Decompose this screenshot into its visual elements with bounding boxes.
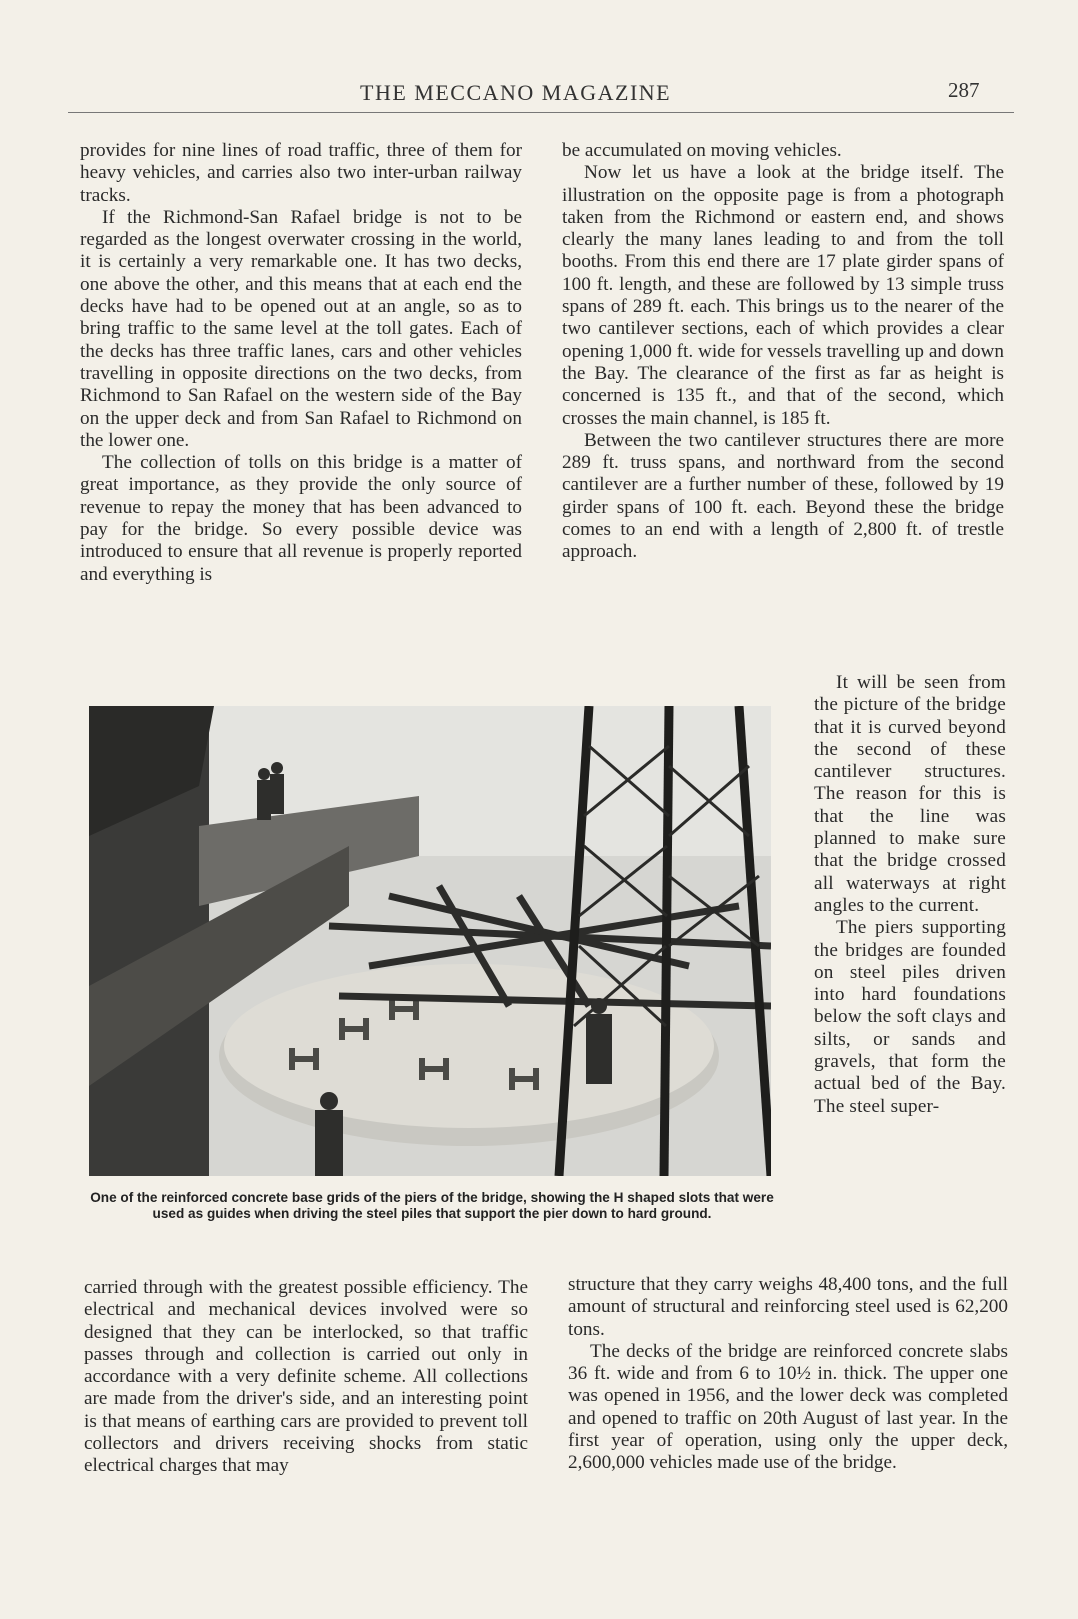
page-number: 287	[948, 78, 980, 102]
paragraph: The decks of the bridge are reinforced concrete slabs 36 ft. wide and from 6 to 10½ in. thick. The upper one was opened in 1956, and the lower deck was completed and opened to traffic on 20th August of last year. In the first year of operation, using only the upper deck, 2,600,000 vehicles made use of the bridge.	[568, 1340, 1008, 1474]
paragraph: It will be seen from the picture of the bridge that it is curved beyond the second of these cantilever structures. The reason for this is that the line was planned to make sure that the bridge crossed all waterways at right angles to the current.	[814, 672, 1006, 916]
paragraph: If the Richmond-San Rafael bridge is not to be regarded as the longest overwater crossing in the world, it is certainly a very remarkable one. It has two decks, one above the other, and this means that at each end the decks have had to be opened out at an angle, so as to bring traffic to the same level at the toll gates. Each of the decks has three traffic lanes, cars and other vehicles travelling in opposite directions on the two decks, from Richmond to San Rafael on the western side of the Bay on the upper deck and from San Rafael to Richmond on the lower one.	[80, 206, 522, 451]
bridge-pier-photo	[89, 706, 771, 1176]
photo-caption: One of the reinforced concrete base grids of the piers of the bridge, showing the H shaped slots that were used as guides when driving the steel piles that support the pier down to hard ground.	[90, 1190, 774, 1221]
paragraph: Between the two cantilever structures there are more 289 ft. truss spans, and northward from the second cantilever are a further number of these, followed by 19 girder spans of 100 ft. each. Beyond these the bridge comes to an end with a length of 2,800 ft. of trestle approach.	[562, 429, 1004, 563]
column-narrow	[814, 672, 1006, 1118]
column-left-bottom	[84, 1277, 528, 1478]
paragraph: be accumulated on moving vehicles.	[562, 140, 842, 161]
paragraph: carried through with the greatest possible efficiency. The electrical and mechanical devices involved were so designed that they can be interlocked, so that traffic passes through and collection is carried out only in accordance with a very definite scheme. All collections are made from the driver's side, and an interesting point is that means of earthing cars are provided to prevent toll collectors and drivers receiving shocks from static electrical charges that may	[84, 1277, 528, 1477]
paragraph: Now let us have a look at the bridge itself. The illustration on the opposite page is from a photograph taken from the Richmond or eastern end, and shows clearly the many lanes leading to and from the toll booths. From this end there are 17 plate girder spans of 100 ft. length, and these are followed by 13 simple truss spans of 289 ft. each. This brings us to the nearer of the two cantilever sections, each of which provides a clear opening 1,000 ft. wide for vessels travelling up and down the Bay. The clearance of the first as far as height is concerned is 135 ft., and that of the second, which crosses the main channel, is 185 ft.	[562, 162, 1004, 429]
column-right-top	[562, 140, 1004, 564]
magazine-title: THE MECCANO MAGAZINE	[360, 80, 672, 105]
paragraph: structure that they carry weighs 48,400 tons, and the full amount of structural and reinforcing steel used is 62,200 tons.	[568, 1274, 1008, 1340]
column-right-bottom	[568, 1274, 1008, 1475]
paragraph: The collection of tolls on this bridge is a matter of great importance, as they provide the only source of revenue to repay the money that has been advanced to pay for the bridge. So every possible device was introduced to ensure that all revenue is properly reported and everything is	[80, 452, 522, 585]
header-rule	[68, 112, 1014, 113]
paragraph: provides for nine lines of road traffic, three of them for heavy vehicles, and carries also two inter-urban railway tracks.	[80, 140, 522, 206]
paragraph: The piers supporting the bridges are founded on steel piles driven into hard foundations below the soft clays and silts, or sands and gravels, that form the actual bed of the Bay. The steel super-	[814, 917, 1006, 1117]
column-left-top	[80, 140, 522, 586]
